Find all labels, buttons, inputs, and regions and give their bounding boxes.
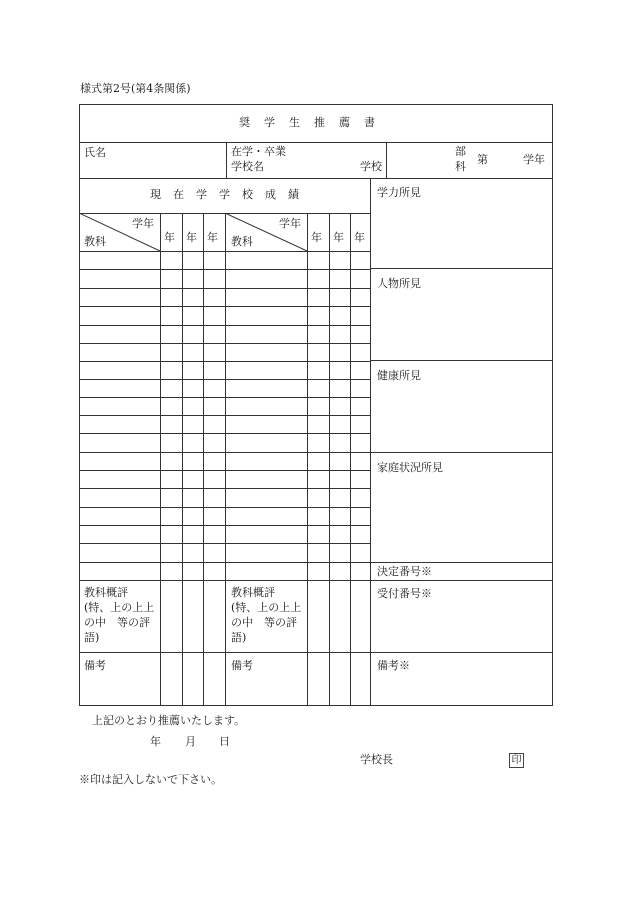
recommendation-statement: 上記のとおり推薦いたします。 (92, 714, 246, 727)
footnote: ※印は記入しないで下さい。 (79, 773, 222, 786)
status-label: 在学・卒業 (231, 145, 286, 158)
health-assessment-label: 健康所見 (377, 369, 421, 382)
summary-label-left-4: 語) (84, 631, 100, 644)
subject-label-left: 教科 (84, 235, 106, 248)
form-title: 奨学生推薦書 (239, 116, 389, 129)
summary-label-left-2: (特、上の上上 (84, 601, 155, 614)
academic-assessment-label: 学力所見 (377, 186, 421, 199)
principal-label: 学校長 (360, 753, 393, 766)
character-assessment-label: 人物所見 (377, 277, 421, 290)
family-status-label: 家庭状況所見 (377, 461, 443, 474)
summary-label-left-3: の中 等の評 (84, 616, 150, 629)
school-name-label: 学校名 (231, 160, 264, 173)
date-year-label: 年 (150, 735, 161, 748)
decision-number-label: 決定番号※ (377, 565, 432, 578)
year-col-1: 年 (164, 231, 175, 244)
remarks-star-label: 備考※ (377, 659, 410, 672)
summary-label-right-4: 語) (231, 631, 247, 644)
dai-label: 第 (477, 153, 488, 166)
subject-label-right: 教科 (231, 235, 253, 248)
grade-label: 学年 (523, 153, 545, 166)
year-label-left: 学年 (132, 217, 154, 230)
ka-label: 科 (455, 160, 466, 173)
name-label: 氏名 (84, 146, 106, 159)
grades-title: 現在学学校成績 (150, 188, 311, 201)
bu-label: 部 (455, 145, 466, 158)
seal-mark: 印 (509, 753, 524, 768)
date-day-label: 日 (219, 735, 230, 748)
year-col-5: 年 (333, 231, 344, 244)
summary-label-right-1: 教科概評 (231, 586, 275, 599)
summary-label-right-2: (特、上の上上 (231, 601, 302, 614)
header-diagonals (79, 213, 371, 251)
year-col-3: 年 (207, 231, 218, 244)
summary-label-right-3: の中 等の評 (231, 616, 297, 629)
summary-label-left-1: 教科概評 (84, 586, 128, 599)
year-label-right: 学年 (279, 217, 301, 230)
school-suffix: 学校 (360, 160, 382, 173)
remarks-label-right: 備考 (231, 659, 253, 672)
date-month-label: 月 (185, 735, 196, 748)
year-col-6: 年 (354, 231, 365, 244)
year-col-2: 年 (186, 231, 197, 244)
reception-number-label: 受付番号※ (377, 587, 432, 600)
year-col-4: 年 (311, 231, 322, 244)
form-number: 様式第2号(第4条関係) (80, 82, 191, 95)
remarks-label-left: 備考 (84, 659, 106, 672)
